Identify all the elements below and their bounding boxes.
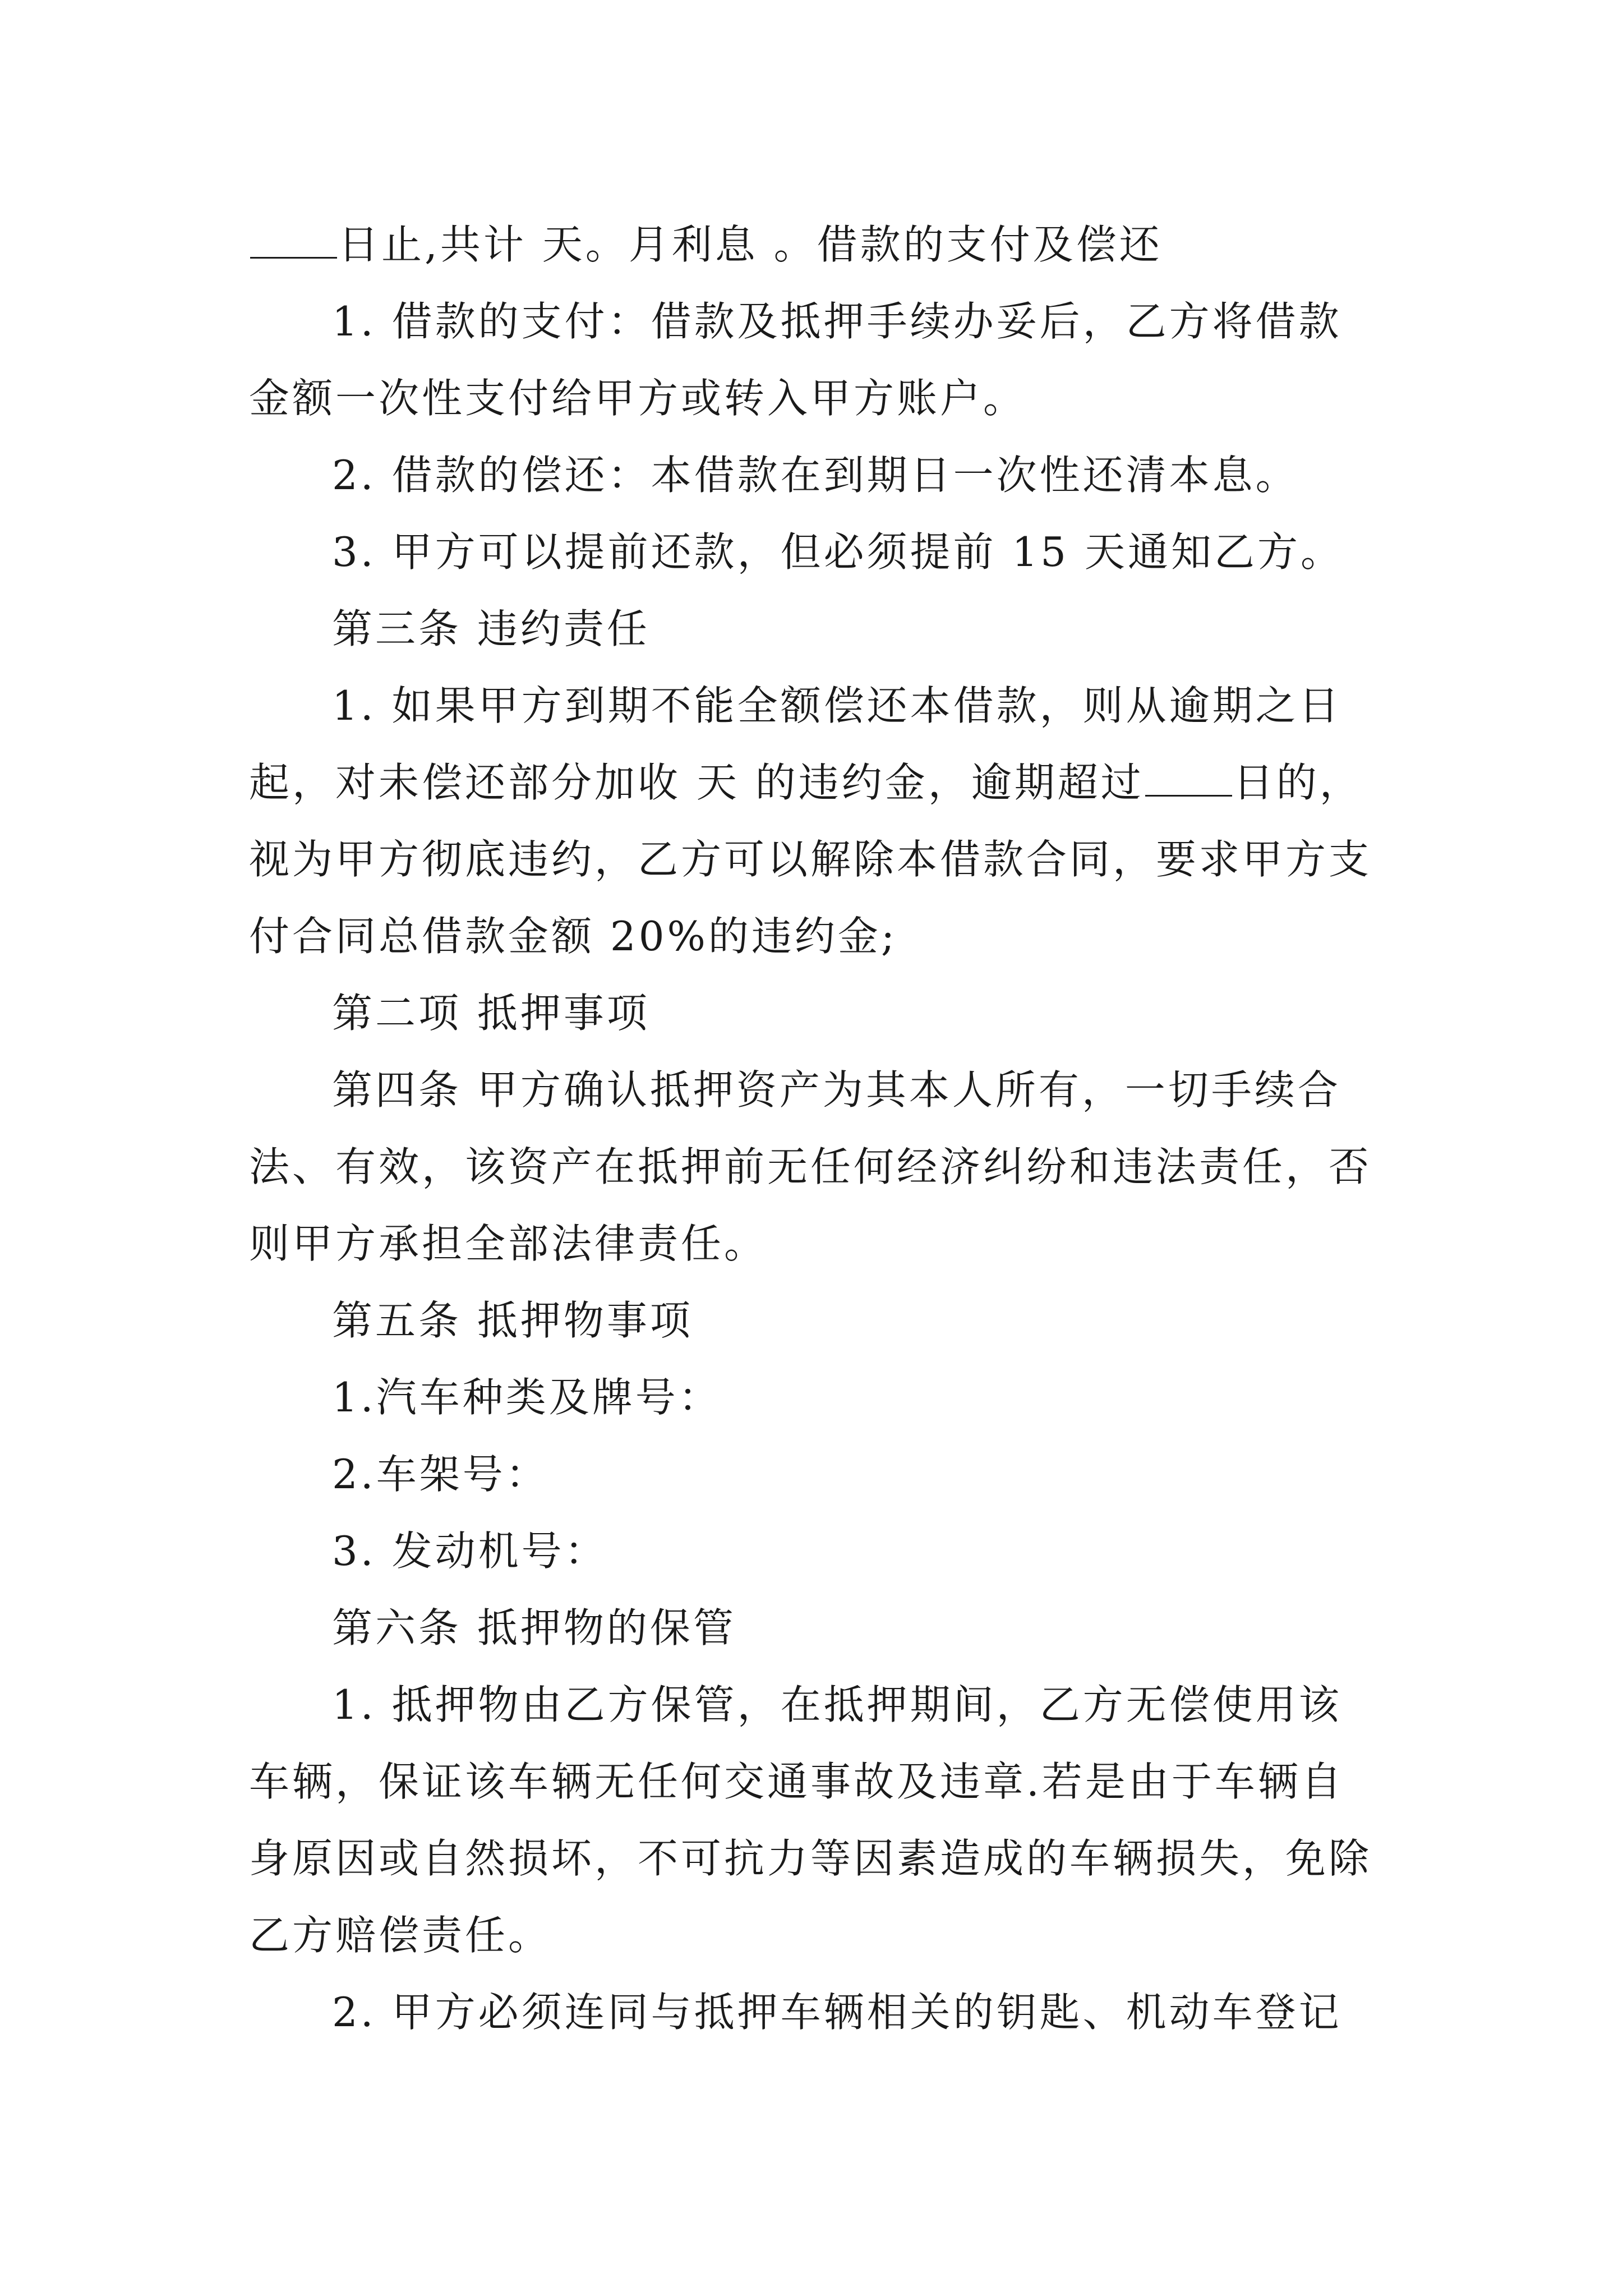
paragraph-line: 视为甲方彻底违约，乙方可以解除本借款合同，要求甲方支 (249, 836, 1372, 883)
paragraph-line: 日止,共计 天。月利息 。借款的支付及偿还 (249, 206, 1387, 283)
section-heading: 第二项 抵押事项 (332, 990, 650, 1037)
paragraph-line: 付合同总借款金额 20%的违约金; (249, 913, 898, 960)
engine-number-field: 3. 发动机号： (332, 1527, 608, 1575)
paragraph-line: 车辆，保证该车辆无任何交通事故及违章.若是由于车辆自 (249, 1758, 1344, 1805)
fill-in-blank (250, 223, 337, 259)
paragraph-line: 则甲方承担全部法律责任。 (249, 1220, 768, 1267)
paragraph-line: 身原因或自然损坏，不可抗力等因素造成的车辆损失，免除 (249, 1835, 1372, 1882)
paragraph-line: 法、有效，该资产在抵押前无任何经济纠纷和违法责任，否 (249, 1143, 1372, 1190)
fill-in-blank (1145, 761, 1232, 797)
clause-keys-registration: 2. 甲方必须连同与抵押车辆相关的钥匙、机动车登记 (332, 1989, 1342, 2036)
paragraph-line: 乙方赔偿责任。 (249, 1912, 552, 1959)
clause-default: 1. 如果甲方到期不能全额偿还本借款，则从逾期之日 (332, 682, 1342, 729)
article-heading: 第五条 抵押物事项 (332, 1297, 693, 1344)
clause-early-repayment: 3. 甲方可以提前还款，但必须提前 15 天通知乙方。 (332, 528, 1344, 576)
frame-number-field: 2.车架号： (332, 1451, 549, 1498)
clause-loan-repayment: 2. 借款的偿还：本借款在到期日一次性还清本息。 (332, 452, 1299, 499)
article-heading: 第六条 抵押物的保管 (332, 1604, 736, 1651)
article-four: 第四条 甲方确认抵押资产为其本人所有，一切手续合 (332, 1066, 1341, 1114)
clause-loan-payment: 1. 借款的支付：借款及抵押手续办妥后，乙方将借款 (332, 298, 1342, 345)
paragraph-line: 金额一次性支付给甲方或转入甲方账户。 (249, 375, 1027, 422)
vehicle-type-field: 1.汽车种类及牌号： (332, 1374, 722, 1421)
article-heading: 第三条 违约责任 (332, 605, 650, 652)
contract-body (249, 206, 1387, 2051)
paragraph-line: 起，对未偿还部分加收 天 的违约金，逾期超过 日的， (249, 759, 1363, 806)
clause-custody: 1. 抵押物由乙方保管，在抵押期间，乙方无偿使用该 (332, 1681, 1342, 1728)
